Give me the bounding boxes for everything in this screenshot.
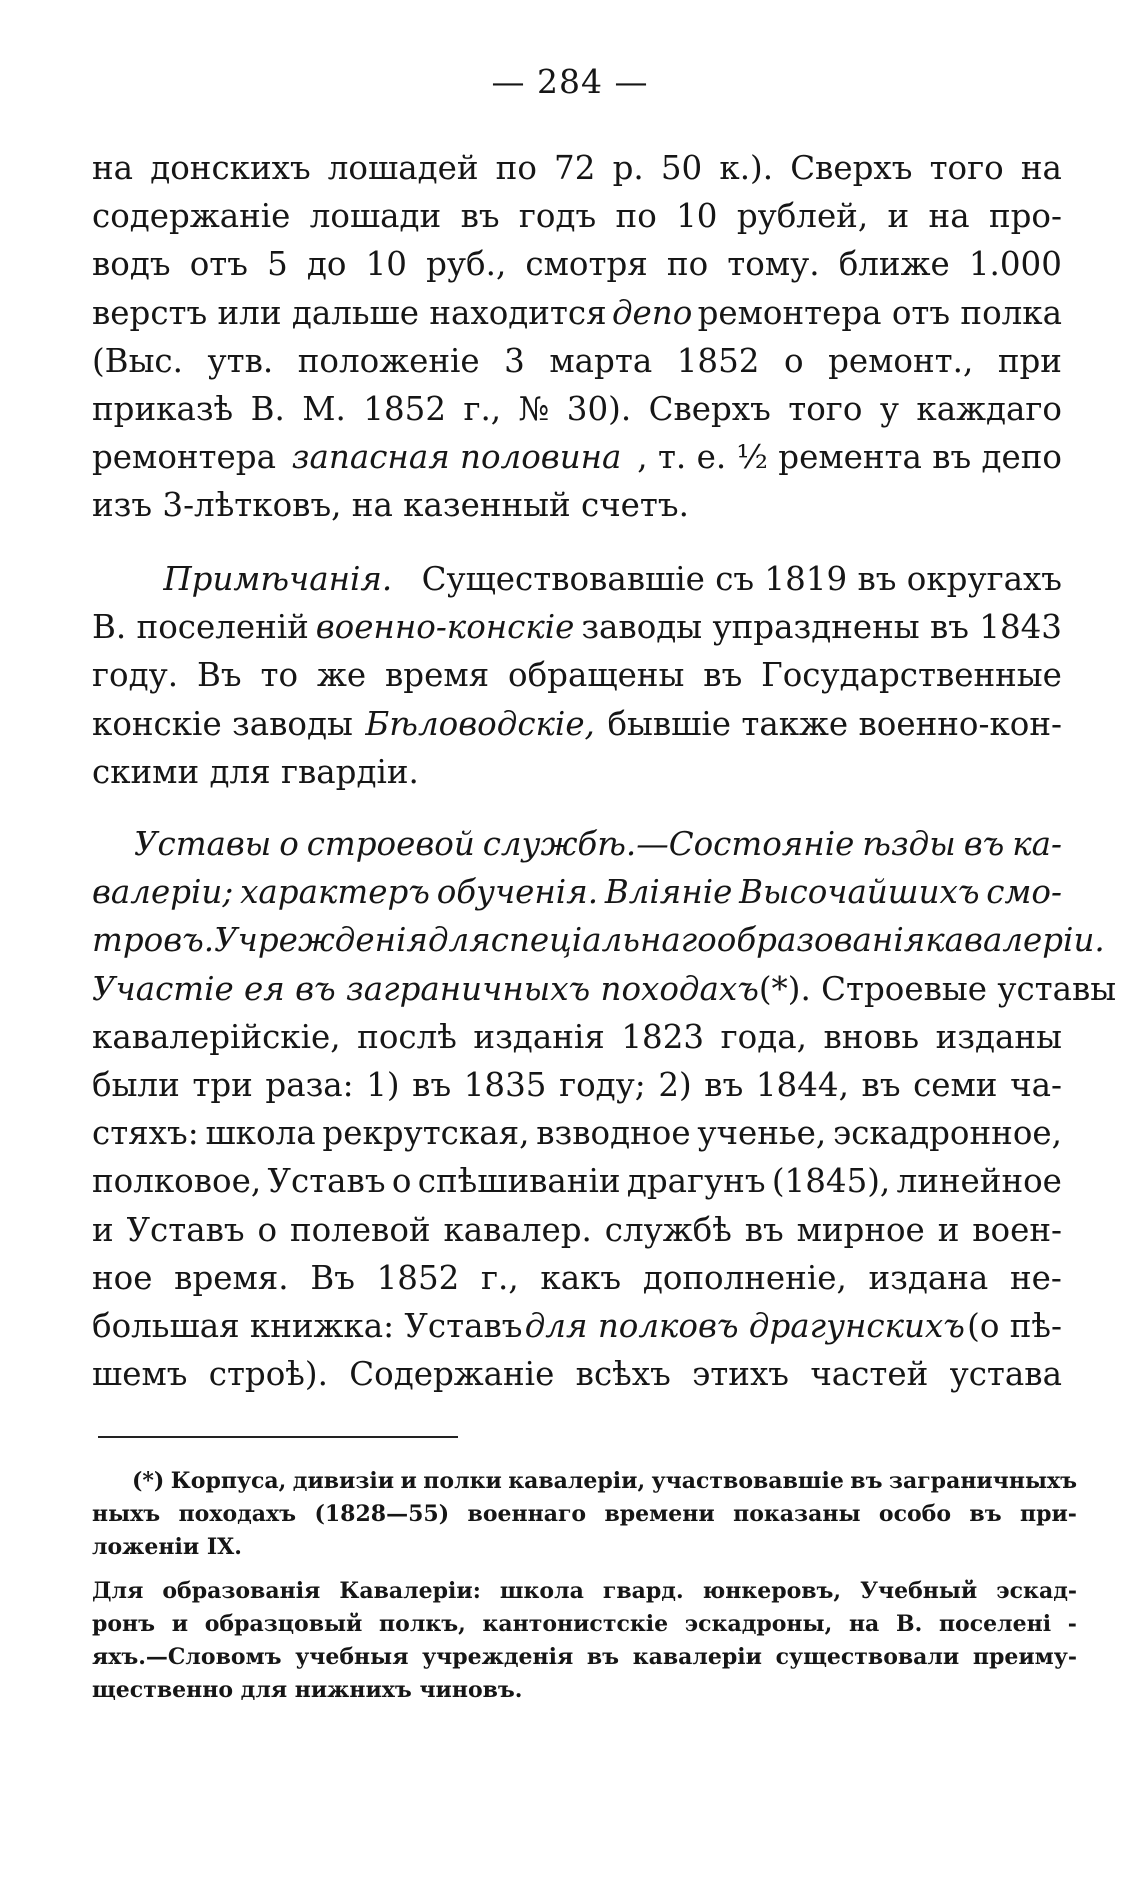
word: строевой [306,825,475,863]
word: линейное [896,1162,1062,1201]
word: юнкеровъ, [702,1577,842,1604]
text-segment: ремонтера [92,438,276,477]
word: рекрутская, [322,1114,530,1153]
footnote-line [92,1575,1077,1608]
word: поселені [938,1610,1052,1637]
word: до [306,245,347,284]
footnote-line [92,1498,1077,1531]
word: г., [463,390,502,429]
word: образованія [716,921,926,960]
text-line [92,385,1062,433]
word: - [1067,1610,1077,1637]
italic-heading-line [92,916,1105,964]
word: № [518,390,550,429]
word: 10 [676,197,718,236]
word: въ [703,656,743,695]
word: Учебный [860,1577,978,1604]
text-line: скими для гвардіи. [92,752,419,791]
word: Государственные [761,656,1062,695]
word: кантонистскіе [482,1610,669,1637]
word: кавалерійскіе, [92,1017,341,1056]
word: драгунъ [626,1162,766,1201]
word: Уставъ [126,1210,245,1249]
word: изданія [473,1017,605,1056]
word: 5 [267,245,288,284]
word: полевой [289,1210,431,1249]
text-line [92,192,1062,240]
word: ученье, [697,1114,827,1153]
word: участвовавшіе [651,1468,844,1494]
word: (*) [132,1468,165,1494]
word: полкъ, [379,1610,466,1637]
word: воен- [972,1210,1062,1249]
text-line [92,603,1062,651]
word: эскад- [996,1577,1077,1604]
word: ѣзды [862,825,956,863]
word: стяхъ: [92,1114,199,1153]
italic-term-reserve: запасная половина [291,438,622,477]
word: и [887,197,910,236]
word: кавалеріи [632,1644,762,1671]
text-line [92,1109,1062,1157]
text-line: изъ 3-лѣтковъ, на казенный счетъ. [92,486,689,525]
word: въ [704,1066,744,1105]
word: (1845), [771,1162,891,1201]
word: (1828—55) [314,1501,450,1528]
word: г., [481,1258,519,1297]
word: про- [988,197,1062,236]
text-segment: Существовавшіе съ 1819 въ округахъ [421,560,1062,598]
text-line [92,965,1117,1013]
paragraph-regulations [92,820,1117,1398]
text-line [92,240,1062,288]
word: Высочайшихъ [739,873,980,912]
footnote-line: ложеніи IX. [92,1534,242,1561]
word: 1823 [621,1017,705,1056]
word: въ [412,1066,452,1105]
word: 10 [365,245,407,284]
footnote-education [92,1575,1077,1708]
text-line [92,289,1062,337]
word: яхъ.—Словомъ [92,1644,282,1671]
word: ближе [838,245,950,284]
text-segment: большая книжка: Уставъ [92,1307,523,1346]
word: вновь [823,1017,920,1056]
word: въ [969,1501,1002,1528]
word: Въ [196,656,242,695]
word: учебныя [295,1644,409,1671]
word: 30). [566,390,632,429]
word: послѣ [357,1017,457,1056]
word: Въ [310,1258,355,1297]
word: шемъ [92,1355,188,1394]
word: 1852 [376,1258,460,1297]
word: Кавалеріи: [339,1577,481,1604]
word: учрежденія [422,1644,574,1671]
word: по [495,149,537,187]
text-segment: верстъ или дальше находится [92,293,607,332]
word: школа [205,1114,316,1153]
word: 50 [660,149,703,187]
word: по [615,197,657,236]
word: службѣ [604,1210,732,1249]
word: гвард. [602,1577,684,1604]
italic-heading-line [92,820,1062,868]
text-line [92,1350,1062,1398]
word: лошади [309,197,442,236]
word: В. [250,390,285,429]
word: каждаго [916,390,1062,429]
word: издана [868,1258,989,1297]
text-line [92,337,1062,385]
word: въ [744,1210,784,1249]
italic-term: военно-конскіе [315,608,575,647]
text-line [92,555,1062,603]
word: времени [604,1501,715,1528]
word: показаны [733,1501,861,1528]
word: для [427,921,491,960]
word: марта [549,341,653,380]
word: тому. [727,245,820,284]
page-number: — 284 — [491,62,649,101]
word: лошадей [327,149,479,187]
text-line [92,1013,1062,1061]
paragraph-horse-allowance [92,144,1062,530]
word: по [666,245,709,284]
word: смотря [525,245,648,284]
word: образованія [162,1577,321,1604]
word: Вліяніе [604,873,733,912]
word: существовали [775,1644,960,1671]
word: взводное [536,1114,691,1153]
word: на [1020,149,1062,187]
text-line [92,433,1062,481]
text-line [92,651,1062,699]
word: Корпуса, [170,1468,287,1494]
word: 3 [504,341,525,380]
word: о [279,825,299,863]
word: Сверхъ [648,390,771,429]
word: кавалеріи, [508,1468,646,1494]
word: спѣшиваніи [417,1162,621,1201]
word: и [171,1610,189,1637]
word: о [391,1162,412,1201]
word: раза: [265,1066,354,1105]
word: о [784,341,804,380]
text-line [92,1157,1062,1205]
word: въ [850,1468,883,1494]
word: какъ [540,1258,622,1297]
word: частей [810,1355,929,1394]
word: (Выс. [92,341,183,380]
word: на [928,197,970,236]
text-line [92,144,1062,192]
italic-term: Бѣловодскіе, [365,704,595,743]
word: года, [720,1017,807,1056]
text-line [92,1302,1062,1350]
word: Уставы [134,825,272,863]
word: школа [499,1577,584,1604]
word: и [92,1210,114,1249]
word: не- [1010,1258,1062,1297]
word: году. [92,656,179,695]
word: и [937,1210,960,1249]
word: положеніе [297,341,480,380]
text-segment: , т. е. ½ ремента въ депо [637,438,1062,477]
word: ное [92,1258,153,1297]
word: эскадроны, [684,1610,833,1637]
word: Уставъ [267,1162,386,1201]
word: изданы [935,1017,1062,1056]
italic-term: для полковъ драгунскихъ [524,1307,965,1346]
word: рублей, [736,197,869,236]
word: службѣ.—Состояніе [482,825,855,863]
footnotes [92,1465,1077,1717]
word: спеціальнаго [490,921,717,960]
word: М. [302,390,346,429]
word: походахъ [178,1501,297,1528]
word: ремонт., [828,341,974,380]
word: валеріи; [92,873,234,912]
word: смо- [986,873,1062,912]
text-segment: конскіе заводы [92,704,353,743]
word: к.). [719,149,774,187]
word: дополненіе, [642,1258,847,1297]
text-segment: бывшіе также военно-кон- [607,704,1062,743]
word: характеръ [240,873,430,912]
footnote-line [92,1465,1077,1498]
word: Учрежденія [214,921,428,960]
word: кавалер. [443,1210,592,1249]
italic-heading-notes: Примѣчанія. [163,560,393,598]
text-segment: В. поселеній [92,608,309,647]
word: утв. [207,341,274,380]
word: у [879,390,899,429]
word: этихъ [692,1355,789,1394]
word: три [192,1066,253,1105]
text-segment: заводы упразднены въ 1843 [581,608,1062,647]
footnote-line [92,1641,1077,1674]
word: кавалеріи. [925,921,1105,960]
word: при [997,341,1062,380]
text-segment: (*). Строевые уставы [758,969,1117,1008]
word: же [316,656,367,695]
word: Сверхъ [790,149,913,187]
word: полковое, [92,1162,262,1201]
word: приказѣ [92,390,234,429]
word: то [260,656,299,695]
word: 1835 [463,1066,547,1105]
word: въ [460,197,500,236]
word: обращены [508,656,685,695]
word: Для [92,1577,144,1604]
word: 1) [366,1066,400,1105]
text-line [92,1061,1062,1109]
word: ча- [1010,1066,1062,1105]
word: того [788,390,863,429]
word: въ [586,1644,620,1671]
italic-heading-segment: Участіе ея въ заграничныхъ походахъ [92,969,759,1008]
word: 1852 [363,390,446,429]
footnote-campaigns [92,1465,1077,1565]
word: руб., [426,245,507,284]
word: того [929,149,1004,187]
text-segment: ремонтера отъ полка [697,293,1062,332]
word: 72 [554,149,596,187]
word: особо [878,1501,951,1528]
word: В. [895,1610,923,1637]
word: устава [949,1355,1062,1394]
word: р. [612,149,644,187]
word: на [92,149,134,187]
word: заграничныхъ [888,1468,1077,1494]
footnote-line [92,1608,1077,1641]
text-line [92,1206,1062,1254]
italic-heading-line [92,868,1062,916]
word: были [92,1066,180,1105]
word: ныхъ [92,1501,161,1528]
word: тровъ. [92,921,215,960]
word: 2) [658,1066,692,1105]
word: ронъ [92,1610,156,1637]
word: при- [1019,1501,1077,1528]
word: полки [423,1468,502,1494]
word: на [848,1610,880,1637]
word: содержаніе [92,197,291,236]
italic-term-depo: депо [611,293,693,332]
word: Содержаніе [349,1355,555,1394]
word: эскадронное, [833,1114,1062,1153]
word: донскихъ [150,149,311,187]
word: 1844, [755,1066,849,1105]
word: отъ [189,245,248,284]
word: время. [174,1258,289,1297]
word: въ [861,1066,901,1105]
word: дивизіи [292,1468,395,1494]
word: водъ [92,245,171,284]
word: мирное [796,1210,925,1249]
word: образцовый [204,1610,363,1637]
word: строѣ). [208,1355,328,1394]
word: и [400,1468,417,1494]
paragraph-notes [92,555,1062,796]
footnote-divider [98,1436,458,1438]
word: году; [559,1066,646,1105]
word: семи [913,1066,998,1105]
word: 1852 [676,341,760,380]
text-segment: (о пѣ- [967,1307,1062,1346]
word: ка- [1012,825,1062,863]
footnote-line: щественно для нижнихъ чиновъ. [92,1677,523,1704]
word: 1.000 [968,245,1062,284]
word: преиму- [972,1644,1077,1671]
word: въ [963,825,1005,863]
word: время [385,656,490,695]
word: годъ [518,197,597,236]
word: о [257,1210,278,1249]
text-line [92,700,1062,748]
word: всѣхъ [575,1355,671,1394]
text-line [92,1254,1062,1302]
word: военнаго [467,1501,587,1528]
word: обученія. [436,873,599,912]
